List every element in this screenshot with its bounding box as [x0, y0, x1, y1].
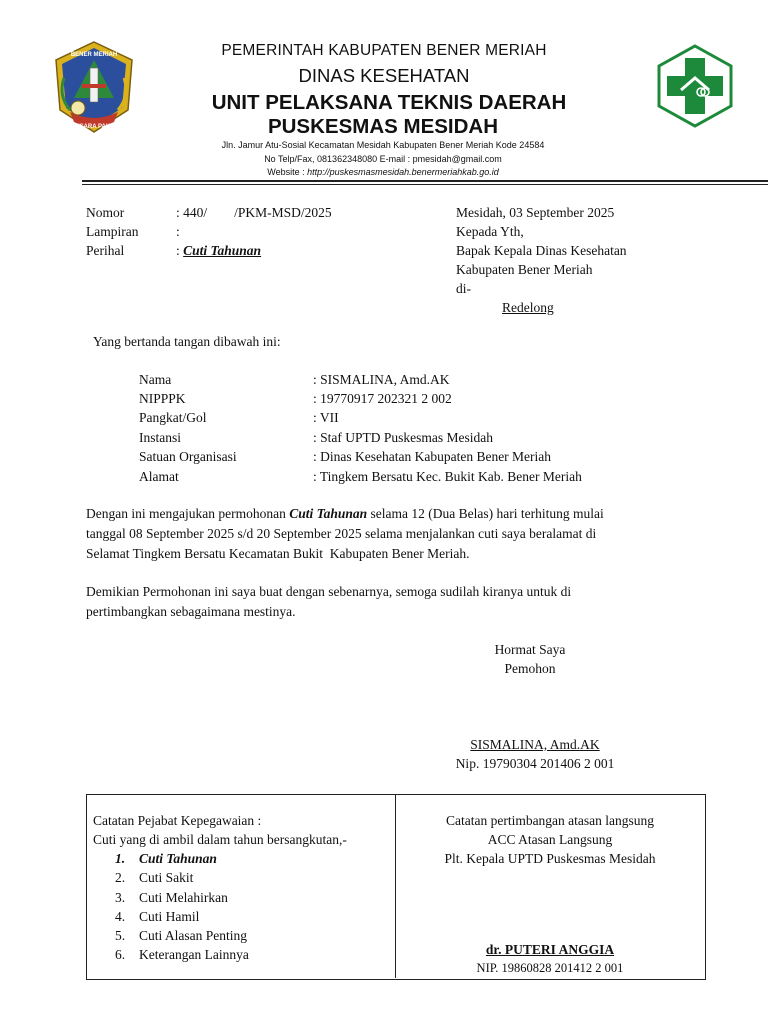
- website-label: Website :: [267, 167, 308, 177]
- puskesmas-cross-logo: [653, 44, 737, 128]
- recipient-line2: Kabupaten Bener Meriah: [456, 262, 593, 277]
- request-text-a: Dengan ini mengajukan permohonan: [86, 506, 290, 521]
- intro-text: Yang bertanda tangan dibawah ini:: [93, 334, 281, 349]
- perihal-colon: :: [176, 243, 184, 258]
- list-item-num: 6.: [115, 947, 126, 962]
- kop-website: [0, 167, 766, 177]
- field-key: NIPPPK: [139, 391, 186, 406]
- field-key: Pangkat/Gol: [139, 410, 207, 425]
- lampiran-value: :: [176, 224, 180, 239]
- closing-line1: Demikian Permohonan ini saya buat dengan sebenarnya, semoga sudilah kiranya untuk di: [86, 584, 572, 599]
- list-item-num: 2.: [115, 870, 126, 885]
- request-leave-type: Cuti Tahunan: [289, 506, 368, 521]
- kop-line-puskesmas: PUSKESMAS MESIDAH: [267, 115, 499, 138]
- perihal-label: Perihal: [86, 243, 125, 258]
- list-item-num: 4.: [115, 909, 126, 924]
- kop-line-uptd: UNIT PELAKSANA TEKNIS DAERAH: [211, 91, 567, 114]
- request-line2: tanggal 08 September 2025 s/d 20 September 2025 selama menjalankan cuti saya beralamat di: [86, 526, 597, 541]
- request-paragraph: [86, 504, 706, 564]
- signer-name: SISMALINA, Amd.AK: [470, 737, 600, 752]
- field-value: : Dinas Kesehatan Kabupaten Bener Meriah: [313, 449, 552, 464]
- right-cell-position: Plt. Kepala UPTD Puskesmas Mesidah: [444, 851, 656, 866]
- recipient-city: Redelong: [502, 300, 554, 315]
- field-key: Alamat: [139, 469, 179, 484]
- field-value: : SISMALINA, Amd.AK: [313, 372, 450, 387]
- kop-line-pemerintah: PEMERINTAH KABUPATEN BENER MERIAH: [221, 42, 547, 59]
- signer-nip: Nip. 19790304 201406 2 001: [455, 756, 615, 771]
- field-value: : Tingkem Bersatu Kec. Bukit Kab. Bener Meriah: [313, 469, 582, 484]
- nomor-value: : 440/ /PKM-MSD/2025: [176, 205, 332, 220]
- list-item: Cuti Melahirkan: [139, 890, 228, 905]
- recipient-greeting: Kepada Yth,: [456, 224, 524, 239]
- field-value: : Staf UPTD Puskesmas Mesidah: [313, 430, 493, 445]
- field-value: : VII: [313, 410, 339, 425]
- field-value: : 19770917 202321 2 002: [313, 391, 452, 406]
- left-cell-subtitle: Cuti yang di ambil dalam tahun bersangkutan,-: [93, 832, 347, 847]
- field-key: Nama: [139, 372, 172, 387]
- list-item-num: 1.: [115, 851, 126, 866]
- list-item: Keterangan Lainnya: [139, 947, 249, 962]
- kop-phone-email: No Telp/Fax, 081362348080 E-mail : pmesidah@gmail.com: [264, 154, 502, 164]
- request-line1: [86, 504, 706, 524]
- approver-name: dr. PUTERI ANGGIA: [485, 942, 615, 957]
- closing-paragraph: [86, 582, 706, 622]
- right-cell-title: Catatan pertimbangan atasan langsung: [445, 813, 655, 828]
- field-key: Satuan Organisasi: [139, 449, 237, 464]
- emblem-top-text: BENER MERIAH: [70, 52, 118, 58]
- list-item: Cuti Sakit: [139, 870, 194, 885]
- right-cell-acc: ACC Atasan Langsung: [487, 832, 613, 847]
- website-url[interactable]: http://puskesmasmesidah.benermeriahkab.go.id: [307, 167, 499, 177]
- perihal-value: [176, 241, 261, 260]
- perihal-subject: Cuti Tahunan: [183, 243, 262, 258]
- list-item-num: 5.: [115, 928, 126, 943]
- field-key: Instansi: [139, 430, 181, 445]
- kop-rule-thin: [82, 184, 768, 185]
- list-item: Cuti Tahunan: [139, 851, 217, 866]
- request-line3: Selamat Tingkem Bersatu Kecamatan Bukit Kabupaten Bener Meriah.: [86, 546, 470, 561]
- letter-date: Mesidah, 03 September 2025: [456, 205, 615, 220]
- request-text-b: selama 12 (Dua Belas) hari terhitung mulai: [367, 506, 604, 521]
- list-item-num: 3.: [115, 890, 126, 905]
- kop-address: Jln. Jamur Atu-Sosial Kecamatan Mesidah Kabupaten Bener Meriah Kode 24584: [221, 140, 545, 150]
- closing-salutation: Hormat Saya: [494, 642, 566, 657]
- closing-line2: pertimbangkan sebagaimana mestinya.: [86, 604, 296, 619]
- nomor-label: Nomor: [86, 205, 125, 220]
- kop-line-dinas: DINAS KESEHATAN: [298, 65, 470, 86]
- left-cell-title: Catatan Pejabat Kepegawaian :: [93, 813, 262, 828]
- recipient-line1: Bapak Kepala Dinas Kesehatan: [456, 243, 627, 258]
- list-item: Cuti Hamil: [139, 909, 200, 924]
- lampiran-label: Lampiran: [86, 224, 139, 239]
- recipient-line3: di-: [456, 281, 471, 296]
- emblem-bottom-text: MUSARA PAKAT: [70, 124, 118, 130]
- list-item: Cuti Alasan Penting: [139, 928, 247, 943]
- kop-rule-thick: [82, 180, 768, 182]
- approver-nip: NIP. 19860828 201412 2 001: [476, 961, 624, 975]
- signer-role: Pemohon: [504, 661, 556, 676]
